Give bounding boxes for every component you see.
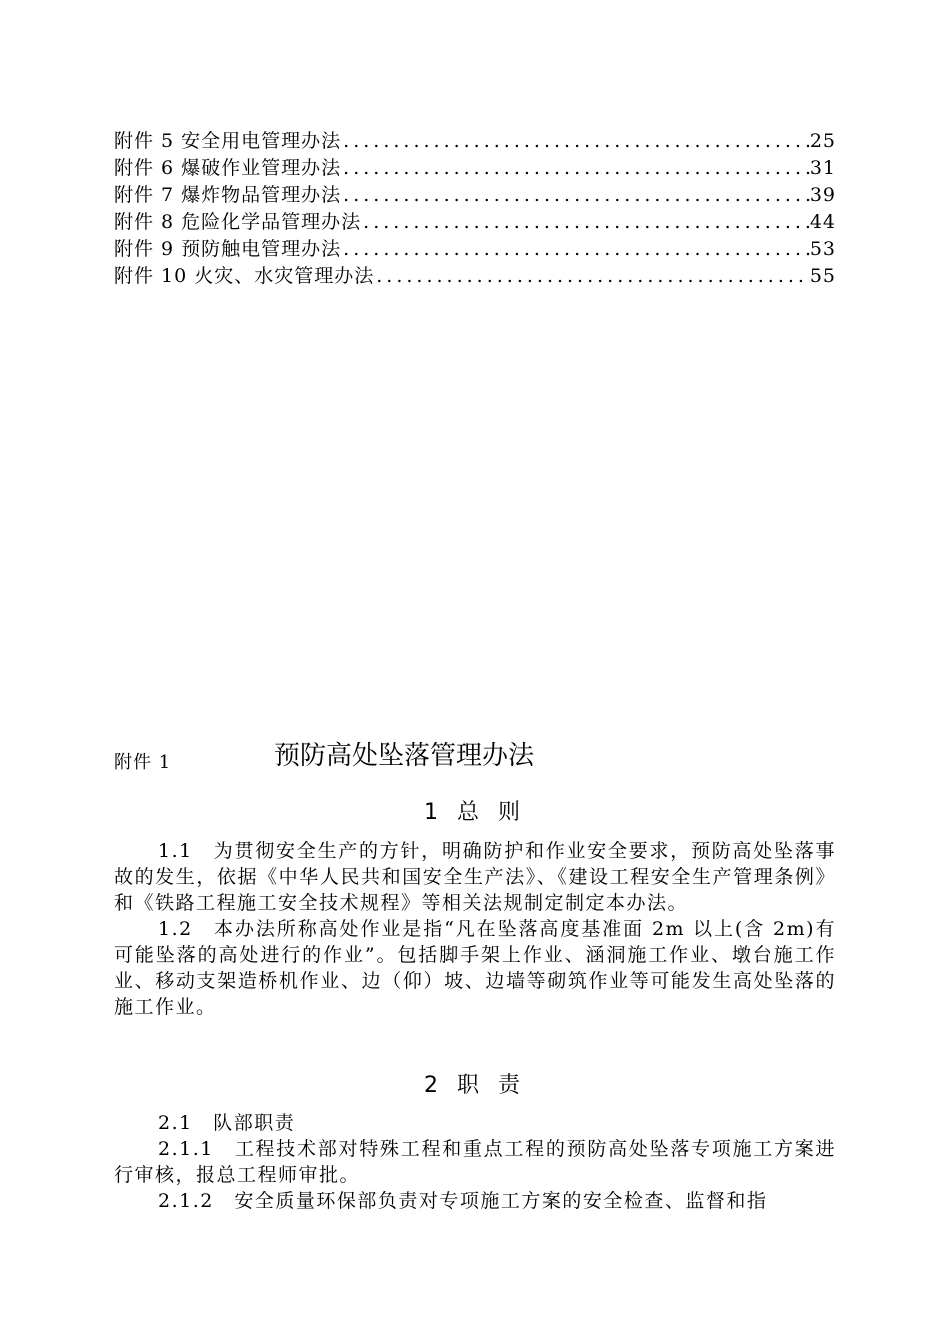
toc-leader-dots <box>341 155 810 182</box>
toc-entry-label: 附件 6 爆破作业管理办法 <box>114 157 342 179</box>
toc-entry-page: 53 <box>809 238 836 260</box>
paragraph: 1.1 为贯彻安全生产的方针，明确防护和作业安全要求，预防高处坠落事故的发生，依据《中华人民共和国安全生产法》、《建设工程安全生产管理条例》和《铁路工程施工安全技术规程》等相关法规制定制定本办法。 <box>114 840 836 914</box>
toc-entry[interactable] <box>114 236 836 263</box>
toc-entry-page: 31 <box>809 157 836 179</box>
paragraph: 2.1.2 安全质量环保部负责对专项施工方案的安全检查、监督和指 <box>158 1190 768 1212</box>
toc-entry-label: 附件 10 火灾、水灾管理办法 <box>114 265 375 287</box>
paragraph: 2.1 队部职责 <box>158 1112 296 1134</box>
toc-leader-dots <box>374 263 810 290</box>
toc-entry-page: 44 <box>809 211 836 233</box>
toc-entry[interactable] <box>114 209 836 236</box>
toc-leader-dots <box>341 128 810 155</box>
attachment-header <box>114 738 836 778</box>
paragraph: 2.1.1 工程技术部对特殊工程和重点工程的预防高处坠落专项施工方案进行审核，报总工程师审批。 <box>114 1138 836 1186</box>
toc-leader-dots <box>341 182 810 209</box>
table-of-contents <box>114 128 836 290</box>
toc-entry-page: 25 <box>809 130 836 152</box>
toc-entry[interactable] <box>114 155 836 182</box>
toc-entry-page: 55 <box>809 265 836 287</box>
toc-entry-label: 附件 7 爆炸物品管理办法 <box>114 184 342 206</box>
toc-entry-label: 附件 5 安全用电管理办法 <box>114 130 342 152</box>
toc-entry[interactable] <box>114 263 836 290</box>
attachment-label: 附件 1 <box>114 752 172 773</box>
document-title: 预防高处坠落管理办法 <box>274 741 535 771</box>
toc-entry-label: 附件 9 预防触电管理办法 <box>114 238 342 260</box>
toc-leader-dots <box>341 236 810 263</box>
section-heading: 2 职 责 <box>424 1073 526 1098</box>
toc-leader-dots <box>361 209 810 236</box>
section-body <box>114 1110 836 1214</box>
toc-entry-page: 39 <box>809 184 836 206</box>
toc-entry-label: 附件 8 危险化学品管理办法 <box>114 211 362 233</box>
section-heading: 1 总 则 <box>424 800 526 825</box>
section-body <box>114 838 836 1020</box>
toc-entry[interactable] <box>114 128 836 155</box>
toc-entry[interactable] <box>114 182 836 209</box>
paragraph: 1.2 本办法所称高处作业是指“凡在坠落高度基准面 2m 以上(含 2m)有可能坠落的高处进行的作业”。包括脚手架上作业、涵洞施工作业、墩台施工作业、移动支架造桥机作业、边（仰）坡、边墙等砌筑作业等可能发生高处坠落的施工作业。 <box>114 918 836 1018</box>
